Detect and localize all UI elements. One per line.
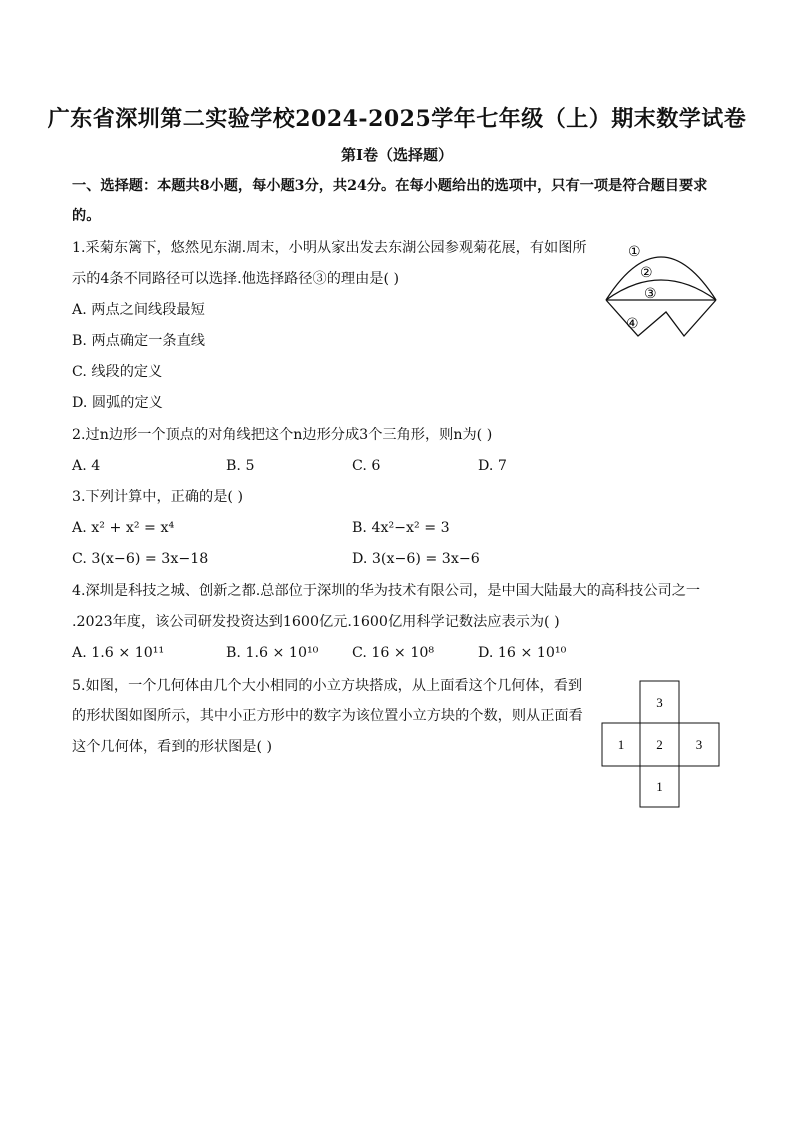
q2-option-a: A. 4 xyxy=(72,458,101,474)
path-1-arc xyxy=(606,257,716,300)
q4-option-a: A. 1.6 × 10¹¹ xyxy=(72,645,165,661)
q1-stem-line1: 1.采菊东篱下，悠然见东湖.周末，小明从家出发去东湖公园参观菊花展，有如图所 xyxy=(72,240,587,256)
q2-stem: 2.过n边形一个顶点的对角线把这个n边形分成3个三角形，则n为( ) xyxy=(72,427,493,443)
q3-option-d: D. 3(x−6) = 3x−6 xyxy=(352,551,480,567)
section-subtitle: 第I卷（选择题） xyxy=(340,146,454,164)
section-intro-line2: 的。 xyxy=(72,208,101,224)
q5-top-view-grid xyxy=(601,680,721,808)
grid-number-bottom: 1 xyxy=(656,779,663,794)
q3-option-a: A. x² + x² = x⁴ xyxy=(72,520,175,536)
grid-number-right: 3 xyxy=(695,737,703,752)
exam-title: 广东省深圳第二实验学校2024-2025学年七年级（上）期末数学试卷 xyxy=(47,106,747,132)
q1-option-a: A. 两点之间线段最短 xyxy=(72,302,205,318)
q4-stem-line2: .2023年度，该公司研发投资达到1600亿元.1600亿用科学记数法应表示为( ) xyxy=(72,614,560,630)
fig-label-4: ④ xyxy=(626,316,639,332)
q3-option-b: B. 4x²−x² = 3 xyxy=(352,520,450,536)
q1-option-b: B. 两点确定一条直线 xyxy=(72,333,205,349)
q1-path-figure xyxy=(598,238,728,346)
q1-stem-line2: 示的4条不同路径可以选择.他选择路径③的理由是( ) xyxy=(72,271,400,287)
grid-number-top: 3 xyxy=(656,695,663,710)
section-intro-line1: 一、选择题：本题共8小题，每小题3分，共24分。在每小题给出的选项中，只有一项是符合题目要求 xyxy=(72,178,708,194)
fig-label-1: ① xyxy=(628,244,641,260)
q1-option-c: C. 线段的定义 xyxy=(72,364,163,380)
q4-option-c: C. 16 × 10⁸ xyxy=(352,645,435,661)
q2-option-c: C. 6 xyxy=(352,458,381,474)
q4-stem-line1: 4.深圳是科技之城、创新之都.总部位于深圳的华为技术有限公司，是中国大陆最大的高科技公司之一 xyxy=(72,583,701,599)
q3-option-c: C. 3(x−6) = 3x−18 xyxy=(72,551,209,567)
q2-option-d: D. 7 xyxy=(478,458,507,474)
q2-option-b: B. 5 xyxy=(226,458,255,474)
q5-stem-line1: 5.如图，一个几何体由几个大小相同的小立方块搭成，从上面看这个几何体，看到 xyxy=(72,678,583,694)
q1-option-d: D. 圆弧的定义 xyxy=(72,395,163,411)
fig-label-2: ② xyxy=(640,265,653,281)
q5-stem-line3: 这个几何体，看到的形状图是( ) xyxy=(72,739,273,755)
grid-number-center: 2 xyxy=(656,737,663,752)
q3-stem: 3.下列计算中，正确的是( ) xyxy=(72,489,243,505)
q4-option-d: D. 16 × 10¹⁰ xyxy=(478,645,567,661)
path-4-polyline xyxy=(606,300,716,336)
grid-number-left: 1 xyxy=(617,737,625,752)
q4-option-b: B. 1.6 × 10¹⁰ xyxy=(226,645,319,661)
q5-stem-line2: 的形状图如图所示，其中小正方形中的数字为该位置小立方块的个数，则从正面看 xyxy=(72,708,583,724)
fig-label-3: ③ xyxy=(644,286,657,302)
path-2-arc xyxy=(606,280,716,300)
